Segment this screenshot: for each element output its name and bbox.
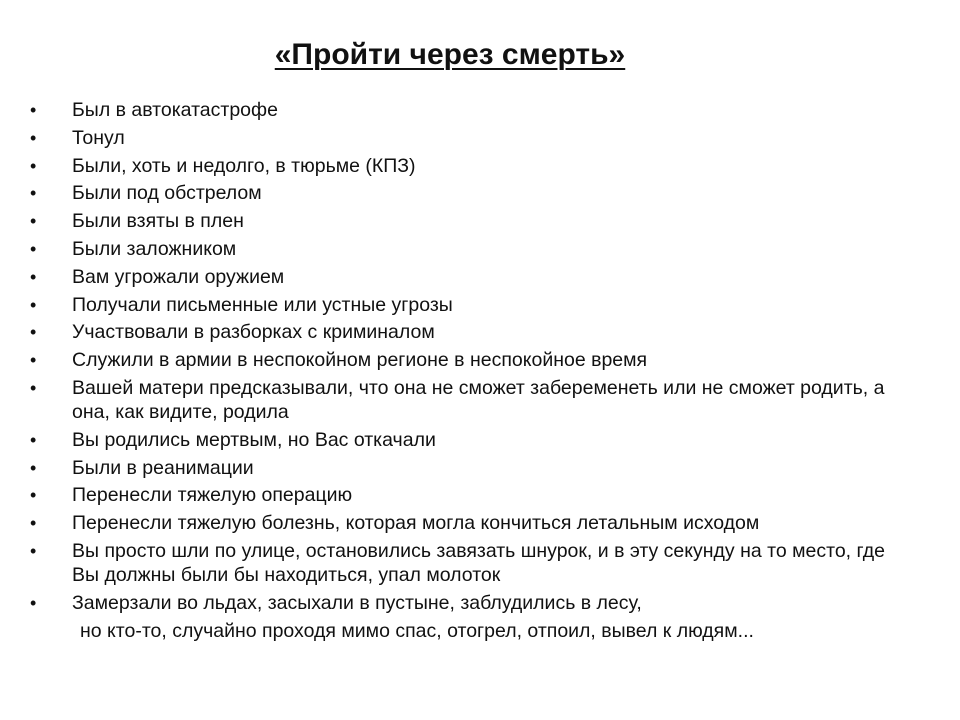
list-item-text: Был в автокатастрофе — [72, 99, 278, 121]
bullet-icon: • — [30, 377, 37, 398]
list-item-text: Перенесли тяжелую операцию — [72, 484, 353, 507]
list-item-text: Были взяты в плен — [72, 210, 244, 233]
bullet-icon: • — [30, 350, 37, 371]
list-item — [30, 483, 910, 507]
bullet-icon: • — [30, 211, 37, 232]
bullet-icon: • — [30, 183, 37, 204]
list-item — [30, 428, 910, 452]
list-item-text: Замерзали во льдах, засыхали в пустыне, заблудились в лесу, — [72, 591, 642, 614]
list-item-text: Вы просто шли по улице, остановились завязать шнурок, и в эту секунду на то место, где Вы должны были бы находиться, упал молоток — [72, 539, 885, 586]
bullet-icon: • — [30, 266, 37, 287]
list-item-text: Перенесли тяжелую болезнь, которая могла кончиться летальным исходом — [72, 512, 760, 535]
list-item — [30, 293, 910, 317]
bullet-icon: • — [30, 322, 37, 343]
list-item — [30, 376, 910, 424]
bullet-icon: • — [30, 485, 37, 506]
bullet-icon: • — [30, 100, 37, 120]
bullet-icon: • — [30, 127, 37, 148]
list-item-text: Были заложником — [72, 237, 237, 260]
bullet-icon: • — [30, 592, 37, 613]
list-item — [30, 591, 910, 643]
list-item-text: Были, хоть и недолго, в тюрьме (КПЗ) — [72, 154, 416, 177]
bullet-icon: • — [30, 540, 37, 561]
list-item — [30, 237, 910, 261]
list-item-continuation: но кто-то, случайно проходя мимо спас, отогрел, отпоил, вывел к людям... — [80, 619, 754, 642]
list-item — [30, 154, 910, 178]
list-item — [30, 539, 910, 587]
list-item — [30, 348, 910, 372]
slide-title: «Пройти через смерть» — [274, 38, 626, 71]
list-item — [30, 181, 910, 205]
bullet-list — [30, 98, 910, 647]
list-item — [30, 126, 910, 150]
list-item — [30, 265, 910, 289]
list-item — [30, 98, 910, 122]
bullet-icon: • — [30, 294, 37, 315]
bullet-icon: • — [30, 429, 37, 450]
list-item-text: Вам угрожали оружием — [72, 265, 285, 288]
list-item-text: Вашей матери предсказывали, что она не сможет забеременеть или не сможет родить, а она, как видите, родила — [72, 376, 885, 423]
list-item — [30, 511, 910, 535]
list-item-text: Вы родились мертвым, но Вас откачали — [72, 428, 436, 451]
list-item-text: Были под обстрелом — [72, 182, 262, 205]
bullet-icon: • — [30, 155, 37, 176]
list-item — [30, 209, 910, 233]
bullet-icon: • — [30, 238, 37, 259]
bullet-icon: • — [30, 513, 37, 534]
list-item-text: Служили в армии в неспокойном регионе в неспокойное время — [72, 349, 648, 372]
list-item-text: Тонул — [72, 126, 125, 149]
list-item-text: Получали письменные или устные угрозы — [72, 293, 453, 316]
list-item — [30, 320, 910, 344]
list-item — [30, 456, 910, 480]
bullet-icon: • — [30, 457, 37, 478]
list-item-text: Участвовали в разборках с криминалом — [72, 321, 435, 344]
list-item-text: Были в реанимации — [72, 456, 254, 479]
